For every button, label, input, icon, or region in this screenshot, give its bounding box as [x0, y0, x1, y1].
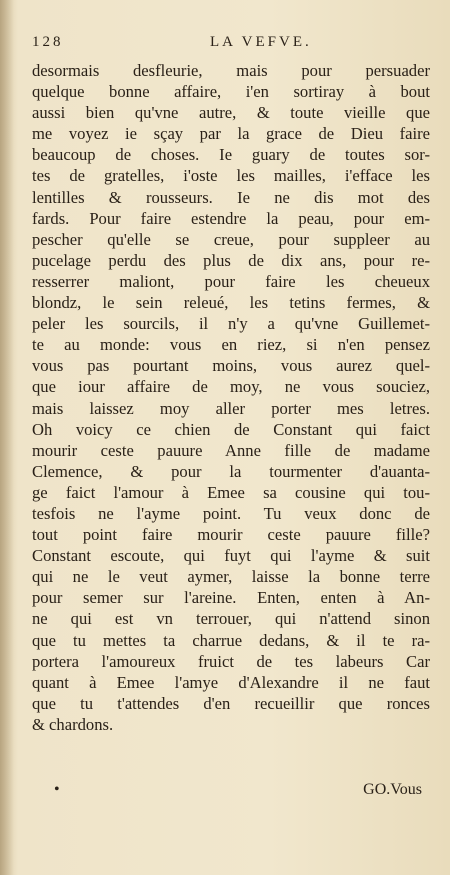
text-line: vous pas pourtant moins, vous aurez quel-	[32, 356, 430, 376]
text-line: blondz, le sein releué, les tetins fermes, &	[32, 293, 430, 313]
text-line: pour semer sur l'areine. Enten, enten à An-	[32, 588, 430, 608]
text-line: resserrer maliont, pour faire les cheueux	[32, 271, 430, 291]
text-line: portera l'amoureux fruict de tes labeurs Car	[32, 651, 430, 671]
text-line: desormais desfleurie, mais pour persuader	[32, 61, 430, 80]
text-line: ge faict l'amour à Emee sa cousine qui tou-	[32, 482, 430, 502]
text-line: Clemence, & pour la tourmenter d'auanta-	[32, 461, 430, 481]
text-line: tes de gratelles, i'oste les mailles, i'efface les	[32, 166, 430, 186]
text-line: que iour affaire de moy, ne vous souciez,	[32, 377, 430, 397]
page-number: 128	[32, 34, 64, 50]
text-line: que tu mettes ta charrue dedans, & il te ra-	[32, 630, 430, 650]
text-line: lentilles & rousseurs. Ie ne dis mot des	[32, 187, 430, 207]
text-line: quant à Emee l'amye d'Alexandre il ne faut	[32, 672, 430, 692]
text-line: beaucoup de choses. Ie guary de toutes sor-	[32, 145, 430, 165]
catchword: GO.Vous	[363, 781, 422, 798]
text-line: que tu t'attendes d'en recueillir que ronces	[32, 693, 430, 713]
running-title: LA VEFVE.	[210, 34, 312, 50]
text-line: fards. Pour faire estendre la peau, pour em-	[32, 208, 430, 228]
footer	[32, 781, 422, 803]
text-line: quelque bonne affaire, i'en sortiray à bout	[32, 82, 430, 102]
body-text	[32, 60, 430, 735]
text-line: aussi bien qu'vne autre, & toute vieille que	[32, 103, 430, 123]
text-line: qui ne le veut aymer, laisse la bonne terre	[32, 567, 430, 587]
text-line: pucelage perdu des plus de dix ans, pour re-	[32, 250, 430, 270]
text-line: mourir ceste pauure Anne fille de madame	[32, 440, 430, 460]
text-line: tesfois ne l'ayme point. Tu veux donc de	[32, 503, 430, 523]
text-line: tout point faire mourir ceste pauure fille?	[32, 525, 430, 545]
signature-mark: •	[54, 781, 60, 798]
text-line: te au monde: vous en riez, si n'en pensez	[32, 335, 430, 355]
running-head	[32, 34, 422, 56]
text-line: peler les sourcils, il n'y a qu'vne Guillemet-	[32, 314, 430, 334]
text-line: me voyez ie sçay par la grace de Dieu faire	[32, 124, 430, 144]
text-line: Oh voicy ce chien de Constant qui faict	[32, 419, 430, 439]
text-line: mais laissez moy aller porter mes letres.	[32, 398, 430, 418]
text-line: pescher qu'elle se creue, pour suppleer au	[32, 229, 430, 249]
text-line: & chardons.	[32, 714, 114, 734]
text-line: ne qui est vn terrouer, qui n'attend sinon	[32, 609, 430, 629]
spine-shadow	[0, 0, 14, 875]
text-line: Constant escoute, qui fuyt qui l'ayme & suit	[32, 546, 430, 566]
